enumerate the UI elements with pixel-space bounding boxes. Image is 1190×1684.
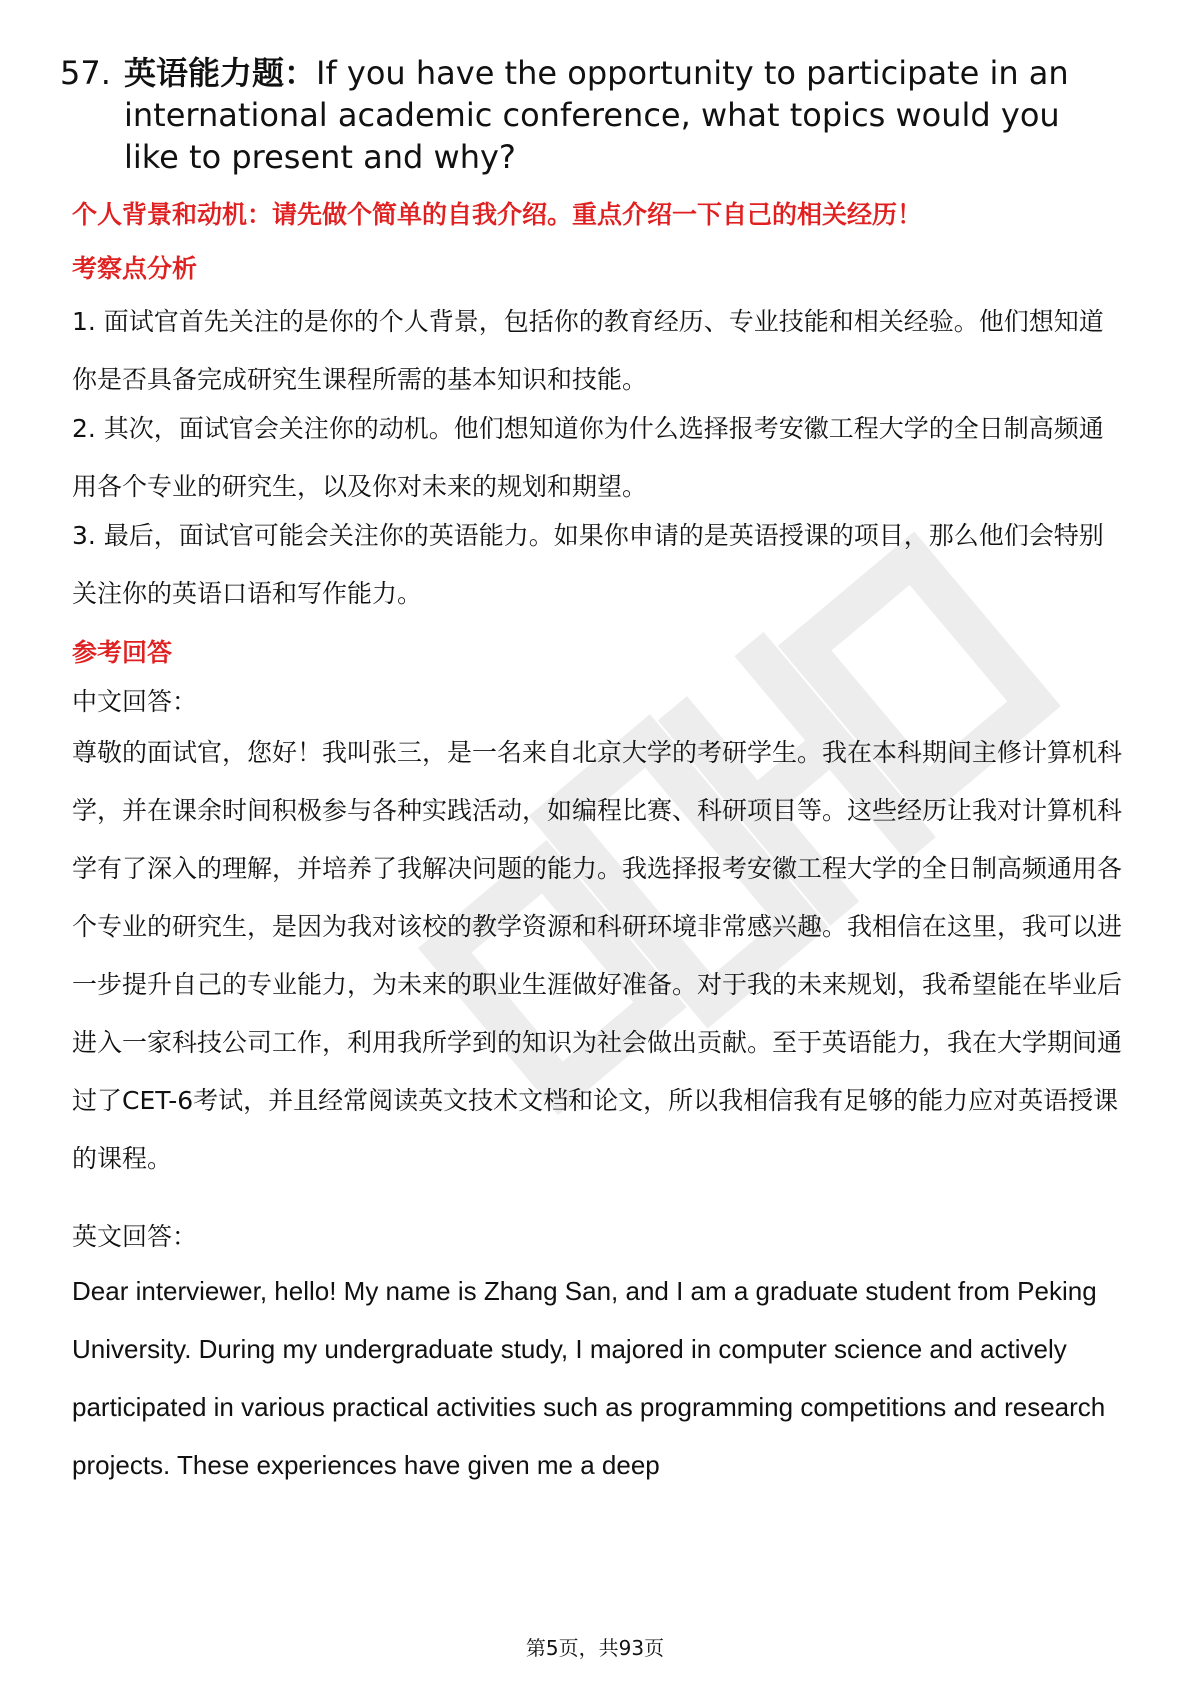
analysis-point-3: 3. 最后，面试官可能会关注你的英语能力。如果你申请的是英语授课的项目，那么他们会特别关注你的英语口语和写作能力。 (72, 521, 1104, 608)
analysis-heading: 考察点分析 (72, 254, 198, 283)
english-answer-label: 英文回答： (72, 1222, 198, 1251)
page-footer: 第5页，共93页 (525, 1636, 665, 1660)
analysis-point-2: 2. 其次，面试官会关注你的动机。他们想知道你为什么选择报考安徽工程大学的全日制高频通用各个专业的研究生，以及你对未来的规划和期望。 (72, 414, 1104, 501)
background-heading: 个人背景和动机：请先做个简单的自我介绍。重点介绍一下自己的相关经历！ (72, 200, 923, 229)
question-title (60, 52, 1120, 178)
question-label: 英语能力题： (124, 54, 317, 92)
answer-heading: 参考回答 (72, 638, 173, 667)
english-answer-text: Dear interviewer, hello! My name is Zhang San, and I am a graduate student from Peking University. During my undergraduate study, I majored in computer science and actively participated in various practical activities such as programming competitions and research projects. These experiences have given me a deep (72, 1276, 1106, 1480)
question-text: If you have the opportunity to participate in an international academic conference, what topics would you like to present and why? (124, 54, 1069, 176)
analysis-point-1: 1. 面试官首先关注的是你的个人背景，包括你的教育经历、专业技能和相关经验。他们想知道你是否具备完成研究生课程所需的基本知识和技能。 (72, 307, 1104, 394)
chinese-answer-text: 尊敬的面试官，您好！我叫张三，是一名来自北京大学的考研学生。我在本科期间主修计算机科学，并在课余时间积极参与各种实践活动，如编程比赛、科研项目等。这些经历让我对计算机科学有了深入的理解，并培养了我解决问题的能力。我选择报考安徽工程大学的全日制高频通用各个专业的研究生，是因为我对该校的教学资源和科研环境非常感兴趣。我相信在这里，我可以进一步提升自己的专业能力，为未来的职业生涯做好准备。对于我的未来规划，我希望能在毕业后进入一家科技公司工作，利用我所学到的知识为社会做出贡献。至于英语能力，我在大学期间通过了CET-6考试，并且经常阅读英文技术文档和论文，所以我相信我有足够的能力应对英语授课的课程。 (72, 738, 1123, 1173)
chinese-answer-label: 中文回答： (72, 687, 198, 716)
question-number: 57. (60, 54, 111, 92)
